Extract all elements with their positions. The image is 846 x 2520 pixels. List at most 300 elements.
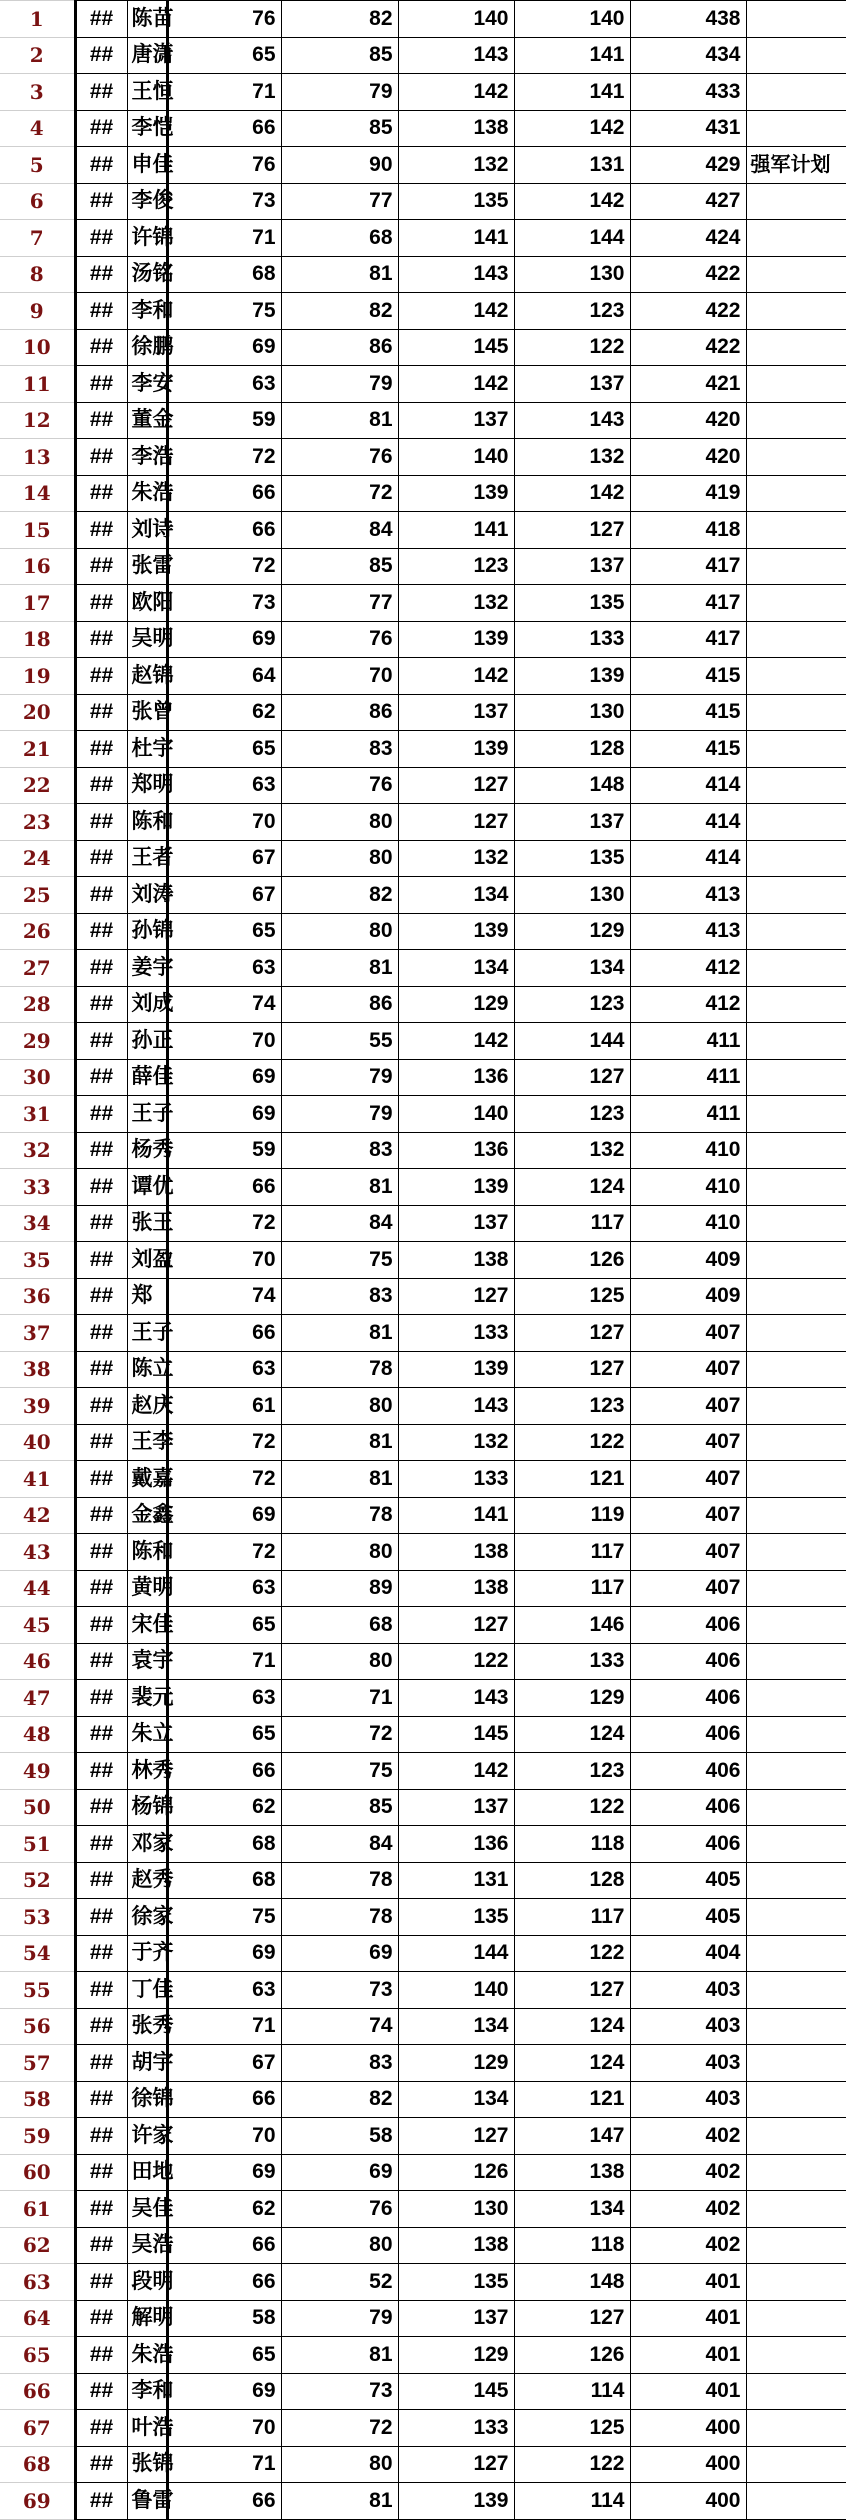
note-cell[interactable] (746, 840, 846, 877)
total-cell[interactable]: 427 (630, 183, 746, 220)
score-cell-4[interactable]: 122 (514, 2446, 630, 2483)
score-cell-1[interactable]: 69 (167, 329, 281, 366)
score-cell-4[interactable]: 127 (514, 512, 630, 549)
score-cell-2[interactable]: 52 (281, 2264, 398, 2301)
note-cell[interactable] (746, 1680, 846, 1717)
overflow-cell[interactable]: ## (75, 1716, 127, 1753)
name-cell[interactable]: 邓家 (127, 1826, 167, 1863)
score-cell-2[interactable]: 69 (281, 1935, 398, 1972)
overflow-cell[interactable]: ## (75, 1, 127, 38)
score-cell-3[interactable]: 143 (398, 1388, 514, 1425)
score-cell-1[interactable]: 63 (167, 1570, 281, 1607)
total-cell[interactable]: 422 (630, 329, 746, 366)
score-cell-1[interactable]: 69 (167, 1497, 281, 1534)
score-cell-2[interactable]: 79 (281, 74, 398, 111)
note-cell[interactable] (746, 804, 846, 841)
score-cell-2[interactable]: 86 (281, 329, 398, 366)
note-cell[interactable] (746, 1059, 846, 1096)
note-cell[interactable] (746, 1607, 846, 1644)
score-cell-1[interactable]: 61 (167, 1388, 281, 1425)
score-cell-4[interactable]: 124 (514, 1169, 630, 1206)
name-cell[interactable]: 张雷 (127, 548, 167, 585)
total-cell[interactable]: 407 (630, 1461, 746, 1498)
score-cell-4[interactable]: 117 (514, 1899, 630, 1936)
total-cell[interactable]: 405 (630, 1862, 746, 1899)
score-cell-3[interactable]: 138 (398, 2227, 514, 2264)
score-cell-4[interactable]: 140 (514, 1, 630, 38)
score-cell-3[interactable]: 138 (398, 110, 514, 147)
score-cell-2[interactable]: 82 (281, 877, 398, 914)
overflow-cell[interactable]: ## (75, 2483, 127, 2520)
score-cell-3[interactable]: 138 (398, 1570, 514, 1607)
score-cell-4[interactable]: 126 (514, 2337, 630, 2374)
total-cell[interactable]: 407 (630, 1497, 746, 1534)
score-cell-1[interactable]: 71 (167, 2008, 281, 2045)
score-cell-2[interactable]: 58 (281, 2118, 398, 2155)
name-cell[interactable]: 田地 (127, 2154, 167, 2191)
score-cell-2[interactable]: 86 (281, 986, 398, 1023)
note-cell[interactable] (746, 1132, 846, 1169)
note-cell[interactable] (746, 1351, 846, 1388)
total-cell[interactable]: 433 (630, 74, 746, 111)
score-cell-3[interactable]: 138 (398, 1534, 514, 1571)
score-cell-1[interactable]: 74 (167, 1278, 281, 1315)
name-cell[interactable]: 陈苗 (127, 1, 167, 38)
name-cell[interactable]: 徐锦 (127, 2081, 167, 2118)
score-cell-3[interactable]: 143 (398, 1680, 514, 1717)
score-cell-1[interactable]: 63 (167, 1680, 281, 1717)
overflow-cell[interactable]: ## (75, 913, 127, 950)
score-cell-1[interactable]: 69 (167, 1096, 281, 1133)
score-cell-4[interactable]: 124 (514, 2045, 630, 2082)
score-cell-3[interactable]: 130 (398, 2191, 514, 2228)
name-cell[interactable]: 鲁雷 (127, 2483, 167, 2520)
overflow-cell[interactable]: ## (75, 986, 127, 1023)
score-cell-3[interactable]: 133 (398, 1461, 514, 1498)
note-cell[interactable] (746, 1826, 846, 1863)
name-cell[interactable]: 袁宇 (127, 1643, 167, 1680)
name-cell[interactable]: 林秀 (127, 1753, 167, 1790)
overflow-cell[interactable]: ## (75, 74, 127, 111)
note-cell[interactable] (746, 2264, 846, 2301)
score-cell-3[interactable]: 135 (398, 2264, 514, 2301)
overflow-cell[interactable]: ## (75, 840, 127, 877)
score-cell-3[interactable]: 127 (398, 2118, 514, 2155)
score-cell-1[interactable]: 62 (167, 694, 281, 731)
score-cell-1[interactable]: 66 (167, 475, 281, 512)
score-cell-2[interactable]: 85 (281, 548, 398, 585)
name-cell[interactable]: 徐家 (127, 1899, 167, 1936)
score-cell-4[interactable]: 123 (514, 293, 630, 330)
note-cell[interactable] (746, 402, 846, 439)
note-cell[interactable] (746, 2045, 846, 2082)
score-cell-4[interactable]: 137 (514, 366, 630, 403)
score-cell-4[interactable]: 127 (514, 2300, 630, 2337)
name-cell[interactable]: 申佳 (127, 147, 167, 184)
score-cell-3[interactable]: 139 (398, 913, 514, 950)
name-cell[interactable]: 唐潇 (127, 37, 167, 74)
score-cell-3[interactable]: 139 (398, 621, 514, 658)
overflow-cell[interactable]: ## (75, 293, 127, 330)
score-cell-4[interactable]: 117 (514, 1570, 630, 1607)
score-cell-1[interactable]: 65 (167, 1716, 281, 1753)
score-cell-2[interactable]: 81 (281, 1169, 398, 1206)
score-cell-3[interactable]: 145 (398, 2373, 514, 2410)
score-cell-4[interactable]: 137 (514, 804, 630, 841)
name-cell[interactable]: 王者 (127, 840, 167, 877)
score-cell-1[interactable]: 69 (167, 1935, 281, 1972)
note-cell[interactable] (746, 767, 846, 804)
note-cell[interactable] (746, 329, 846, 366)
score-cell-2[interactable]: 80 (281, 840, 398, 877)
score-cell-1[interactable]: 59 (167, 1132, 281, 1169)
total-cell[interactable]: 419 (630, 475, 746, 512)
total-cell[interactable]: 403 (630, 1972, 746, 2009)
total-cell[interactable]: 400 (630, 2446, 746, 2483)
note-cell[interactable] (746, 1205, 846, 1242)
score-cell-2[interactable]: 77 (281, 585, 398, 622)
score-cell-3[interactable]: 123 (398, 548, 514, 585)
total-cell[interactable]: 402 (630, 2154, 746, 2191)
overflow-cell[interactable]: ## (75, 548, 127, 585)
name-cell[interactable]: 张王 (127, 1205, 167, 1242)
score-cell-3[interactable]: 143 (398, 256, 514, 293)
total-cell[interactable]: 417 (630, 585, 746, 622)
name-cell[interactable]: 裴元 (127, 1680, 167, 1717)
overflow-cell[interactable]: ## (75, 147, 127, 184)
total-cell[interactable]: 404 (630, 1935, 746, 1972)
score-cell-4[interactable]: 130 (514, 694, 630, 731)
total-cell[interactable]: 438 (630, 1, 746, 38)
score-cell-3[interactable]: 127 (398, 767, 514, 804)
score-cell-4[interactable]: 130 (514, 877, 630, 914)
name-cell[interactable]: 刘涛 (127, 877, 167, 914)
score-cell-3[interactable]: 132 (398, 585, 514, 622)
score-cell-3[interactable]: 142 (398, 1753, 514, 1790)
score-cell-4[interactable]: 147 (514, 2118, 630, 2155)
score-cell-1[interactable]: 68 (167, 1826, 281, 1863)
name-cell[interactable]: 王李 (127, 1424, 167, 1461)
overflow-cell[interactable]: ## (75, 1899, 127, 1936)
overflow-cell[interactable]: ## (75, 585, 127, 622)
score-cell-2[interactable]: 82 (281, 293, 398, 330)
total-cell[interactable]: 406 (630, 1643, 746, 1680)
score-cell-3[interactable]: 129 (398, 986, 514, 1023)
name-cell[interactable]: 戴嘉 (127, 1461, 167, 1498)
score-cell-3[interactable]: 136 (398, 1132, 514, 1169)
overflow-cell[interactable]: ## (75, 2008, 127, 2045)
score-cell-1[interactable]: 74 (167, 986, 281, 1023)
score-cell-4[interactable]: 123 (514, 986, 630, 1023)
total-cell[interactable]: 407 (630, 1570, 746, 1607)
score-cell-3[interactable]: 142 (398, 293, 514, 330)
score-cell-2[interactable]: 72 (281, 475, 398, 512)
score-cell-4[interactable]: 122 (514, 1935, 630, 1972)
note-cell[interactable] (746, 1096, 846, 1133)
score-cell-1[interactable]: 75 (167, 1899, 281, 1936)
score-cell-1[interactable]: 65 (167, 731, 281, 768)
score-cell-2[interactable]: 85 (281, 37, 398, 74)
score-cell-2[interactable]: 84 (281, 1826, 398, 1863)
score-cell-2[interactable]: 79 (281, 2300, 398, 2337)
note-cell[interactable] (746, 1862, 846, 1899)
score-cell-3[interactable]: 126 (398, 2154, 514, 2191)
name-cell[interactable]: 李浩 (127, 439, 167, 476)
note-cell[interactable] (746, 2373, 846, 2410)
overflow-cell[interactable]: ## (75, 1424, 127, 1461)
name-cell[interactable]: 欧阳 (127, 585, 167, 622)
note-cell[interactable] (746, 913, 846, 950)
overflow-cell[interactable]: ## (75, 110, 127, 147)
score-cell-4[interactable]: 127 (514, 1315, 630, 1352)
score-cell-1[interactable]: 72 (167, 1534, 281, 1571)
score-cell-3[interactable]: 127 (398, 1278, 514, 1315)
score-cell-4[interactable]: 122 (514, 1424, 630, 1461)
overflow-cell[interactable]: ## (75, 1643, 127, 1680)
overflow-cell[interactable]: ## (75, 183, 127, 220)
note-cell[interactable] (746, 1461, 846, 1498)
score-cell-1[interactable]: 63 (167, 1972, 281, 2009)
score-cell-3[interactable]: 135 (398, 183, 514, 220)
score-cell-3[interactable]: 142 (398, 74, 514, 111)
score-cell-4[interactable]: 121 (514, 1461, 630, 1498)
note-cell[interactable] (746, 2081, 846, 2118)
score-cell-4[interactable]: 139 (514, 658, 630, 695)
score-cell-2[interactable]: 80 (281, 1388, 398, 1425)
score-cell-3[interactable]: 141 (398, 1497, 514, 1534)
overflow-cell[interactable]: ## (75, 2300, 127, 2337)
overflow-cell[interactable]: ## (75, 1023, 127, 1060)
score-cell-4[interactable]: 126 (514, 1242, 630, 1279)
name-cell[interactable]: 陈和 (127, 804, 167, 841)
score-cell-3[interactable]: 139 (398, 2483, 514, 2520)
score-cell-1[interactable]: 68 (167, 1862, 281, 1899)
score-cell-1[interactable]: 67 (167, 2045, 281, 2082)
note-cell[interactable] (746, 1169, 846, 1206)
overflow-cell[interactable]: ## (75, 37, 127, 74)
overflow-cell[interactable]: ## (75, 2154, 127, 2191)
score-cell-2[interactable]: 73 (281, 2373, 398, 2410)
total-cell[interactable]: 406 (630, 1753, 746, 1790)
total-cell[interactable]: 406 (630, 1607, 746, 1644)
score-cell-4[interactable]: 128 (514, 731, 630, 768)
name-cell[interactable]: 赵秀 (127, 1862, 167, 1899)
score-cell-3[interactable]: 127 (398, 2446, 514, 2483)
score-cell-1[interactable]: 63 (167, 767, 281, 804)
score-cell-2[interactable]: 80 (281, 1643, 398, 1680)
overflow-cell[interactable]: ## (75, 877, 127, 914)
score-cell-1[interactable]: 71 (167, 1643, 281, 1680)
name-cell[interactable]: 谭优 (127, 1169, 167, 1206)
score-cell-2[interactable]: 84 (281, 1205, 398, 1242)
score-cell-2[interactable]: 81 (281, 2483, 398, 2520)
score-cell-3[interactable]: 137 (398, 694, 514, 731)
overflow-cell[interactable]: ## (75, 694, 127, 731)
name-cell[interactable]: 孙正 (127, 1023, 167, 1060)
note-cell[interactable] (746, 694, 846, 731)
score-cell-3[interactable]: 139 (398, 475, 514, 512)
note-cell[interactable] (746, 621, 846, 658)
overflow-cell[interactable]: ## (75, 1169, 127, 1206)
overflow-cell[interactable]: ## (75, 256, 127, 293)
score-cell-2[interactable]: 76 (281, 2191, 398, 2228)
note-cell[interactable] (746, 183, 846, 220)
score-cell-4[interactable]: 123 (514, 1753, 630, 1790)
total-cell[interactable]: 407 (630, 1351, 746, 1388)
note-cell[interactable] (746, 1716, 846, 1753)
name-cell[interactable]: 叶浩 (127, 2410, 167, 2447)
score-cell-4[interactable]: 127 (514, 1059, 630, 1096)
overflow-cell[interactable]: ## (75, 1315, 127, 1352)
overflow-cell[interactable]: ## (75, 2118, 127, 2155)
note-cell[interactable] (746, 2118, 846, 2155)
score-cell-1[interactable]: 67 (167, 840, 281, 877)
name-cell[interactable]: 刘盈 (127, 1242, 167, 1279)
note-cell[interactable] (746, 366, 846, 403)
name-cell[interactable]: 徐鹏 (127, 329, 167, 366)
total-cell[interactable]: 415 (630, 658, 746, 695)
score-cell-2[interactable]: 81 (281, 1424, 398, 1461)
score-cell-3[interactable]: 127 (398, 804, 514, 841)
score-cell-1[interactable]: 71 (167, 74, 281, 111)
name-cell[interactable]: 宋佳 (127, 1607, 167, 1644)
overflow-cell[interactable]: ## (75, 2081, 127, 2118)
total-cell[interactable]: 422 (630, 293, 746, 330)
score-cell-4[interactable]: 119 (514, 1497, 630, 1534)
note-cell[interactable] (746, 439, 846, 476)
overflow-cell[interactable]: ## (75, 1935, 127, 1972)
score-cell-1[interactable]: 76 (167, 1, 281, 38)
name-cell[interactable]: 杜宇 (127, 731, 167, 768)
score-cell-2[interactable]: 76 (281, 439, 398, 476)
score-cell-1[interactable]: 75 (167, 293, 281, 330)
name-cell[interactable]: 王子 (127, 1096, 167, 1133)
name-cell[interactable]: 张秀 (127, 2008, 167, 2045)
score-cell-2[interactable]: 82 (281, 1, 398, 38)
name-cell[interactable]: 刘诗 (127, 512, 167, 549)
total-cell[interactable]: 424 (630, 220, 746, 257)
total-cell[interactable]: 412 (630, 986, 746, 1023)
score-cell-3[interactable]: 145 (398, 1716, 514, 1753)
score-cell-4[interactable]: 114 (514, 2483, 630, 2520)
total-cell[interactable]: 405 (630, 1899, 746, 1936)
score-cell-1[interactable]: 63 (167, 366, 281, 403)
score-cell-1[interactable]: 65 (167, 1607, 281, 1644)
overflow-cell[interactable]: ## (75, 2373, 127, 2410)
overflow-cell[interactable]: ## (75, 621, 127, 658)
overflow-cell[interactable]: ## (75, 220, 127, 257)
score-cell-2[interactable]: 77 (281, 183, 398, 220)
total-cell[interactable]: 420 (630, 402, 746, 439)
note-cell[interactable] (746, 475, 846, 512)
name-cell[interactable]: 金鑫 (127, 1497, 167, 1534)
name-cell[interactable]: 王子 (127, 1315, 167, 1352)
overflow-cell[interactable]: ## (75, 1789, 127, 1826)
name-cell[interactable]: 吴浩 (127, 2227, 167, 2264)
score-cell-3[interactable]: 137 (398, 402, 514, 439)
score-cell-4[interactable]: 143 (514, 402, 630, 439)
score-cell-2[interactable]: 79 (281, 366, 398, 403)
score-cell-4[interactable]: 142 (514, 475, 630, 512)
score-cell-1[interactable]: 65 (167, 2337, 281, 2374)
score-cell-2[interactable]: 78 (281, 1862, 398, 1899)
total-cell[interactable]: 409 (630, 1242, 746, 1279)
score-cell-4[interactable]: 148 (514, 2264, 630, 2301)
score-cell-1[interactable]: 66 (167, 512, 281, 549)
score-cell-4[interactable]: 114 (514, 2373, 630, 2410)
total-cell[interactable]: 415 (630, 731, 746, 768)
note-cell[interactable] (746, 1899, 846, 1936)
total-cell[interactable]: 402 (630, 2118, 746, 2155)
total-cell[interactable]: 402 (630, 2191, 746, 2228)
name-cell[interactable]: 孙锦 (127, 913, 167, 950)
note-cell[interactable] (746, 1570, 846, 1607)
note-cell[interactable] (746, 2483, 846, 2520)
score-cell-2[interactable]: 86 (281, 694, 398, 731)
score-cell-2[interactable]: 81 (281, 2337, 398, 2374)
score-cell-3[interactable]: 122 (398, 1643, 514, 1680)
note-cell[interactable] (746, 731, 846, 768)
score-cell-2[interactable]: 78 (281, 1899, 398, 1936)
overflow-cell[interactable]: ## (75, 1862, 127, 1899)
score-cell-4[interactable]: 125 (514, 1278, 630, 1315)
score-cell-3[interactable]: 140 (398, 1972, 514, 2009)
note-cell[interactable] (746, 1, 846, 38)
score-cell-1[interactable]: 65 (167, 913, 281, 950)
score-cell-1[interactable]: 58 (167, 2300, 281, 2337)
total-cell[interactable]: 418 (630, 512, 746, 549)
score-cell-3[interactable]: 141 (398, 512, 514, 549)
score-cell-2[interactable]: 68 (281, 1607, 398, 1644)
score-cell-3[interactable]: 143 (398, 37, 514, 74)
overflow-cell[interactable]: ## (75, 2446, 127, 2483)
score-cell-4[interactable]: 142 (514, 110, 630, 147)
score-cell-4[interactable]: 117 (514, 1205, 630, 1242)
score-cell-2[interactable]: 83 (281, 1132, 398, 1169)
overflow-cell[interactable]: ## (75, 804, 127, 841)
score-cell-1[interactable]: 69 (167, 2373, 281, 2410)
note-cell[interactable] (746, 2410, 846, 2447)
score-cell-1[interactable]: 63 (167, 1351, 281, 1388)
total-cell[interactable]: 406 (630, 1826, 746, 1863)
note-cell[interactable] (746, 548, 846, 585)
total-cell[interactable]: 410 (630, 1205, 746, 1242)
score-cell-2[interactable]: 81 (281, 256, 398, 293)
score-cell-3[interactable]: 137 (398, 1205, 514, 1242)
name-cell[interactable]: 于齐 (127, 1935, 167, 1972)
name-cell[interactable]: 李和 (127, 2373, 167, 2410)
note-cell[interactable] (746, 74, 846, 111)
score-cell-1[interactable]: 70 (167, 804, 281, 841)
note-cell[interactable] (746, 2191, 846, 2228)
total-cell[interactable]: 414 (630, 804, 746, 841)
score-cell-3[interactable]: 139 (398, 1351, 514, 1388)
name-cell[interactable]: 李安 (127, 366, 167, 403)
score-cell-4[interactable]: 133 (514, 621, 630, 658)
total-cell[interactable]: 409 (630, 1278, 746, 1315)
total-cell[interactable]: 403 (630, 2081, 746, 2118)
name-cell[interactable]: 黄明 (127, 1570, 167, 1607)
name-cell[interactable]: 朱浩 (127, 2337, 167, 2374)
overflow-cell[interactable]: ## (75, 1278, 127, 1315)
overflow-cell[interactable]: ## (75, 1570, 127, 1607)
total-cell[interactable]: 417 (630, 621, 746, 658)
note-cell[interactable] (746, 1972, 846, 2009)
score-cell-4[interactable]: 118 (514, 2227, 630, 2264)
score-cell-1[interactable]: 70 (167, 1023, 281, 1060)
score-cell-4[interactable]: 133 (514, 1643, 630, 1680)
score-cell-3[interactable]: 142 (398, 658, 514, 695)
